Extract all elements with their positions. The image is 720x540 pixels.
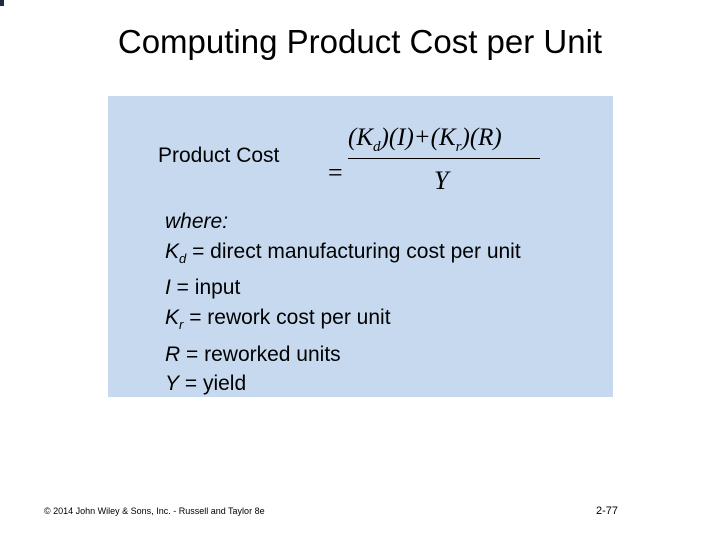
page-number: 2-77	[596, 505, 619, 517]
definitions-intro: where:	[165, 210, 229, 233]
formula-lhs-label: Product Cost	[158, 144, 280, 167]
definition-kr: $K_r$ = rework cost per unit	[165, 305, 391, 333]
formula-numerator: $(K_d)(I)+(K_r)(R)$	[348, 124, 502, 155]
fraction-bar	[348, 158, 540, 159]
slide-title: Computing Product Cost per Unit	[117, 23, 603, 60]
definition-i: I = input	[165, 276, 241, 300]
equals-sign: =	[328, 158, 343, 187]
footer-copyright: © 2014 John Wiley & Sons, Inc. - Russell and Taylor 8e	[44, 506, 265, 516]
slide-corner-mark	[0, 0, 4, 6]
definitions-list	[165, 207, 521, 399]
formula-denominator: Y	[434, 166, 449, 195]
formula-panel	[108, 96, 613, 397]
definition-kd: $K_d$ = direct manufacturing cost per unit	[165, 239, 521, 266]
definition-y: Y = yield	[165, 372, 247, 396]
formula	[328, 118, 543, 208]
definition-r: R = reworked units	[165, 342, 341, 366]
